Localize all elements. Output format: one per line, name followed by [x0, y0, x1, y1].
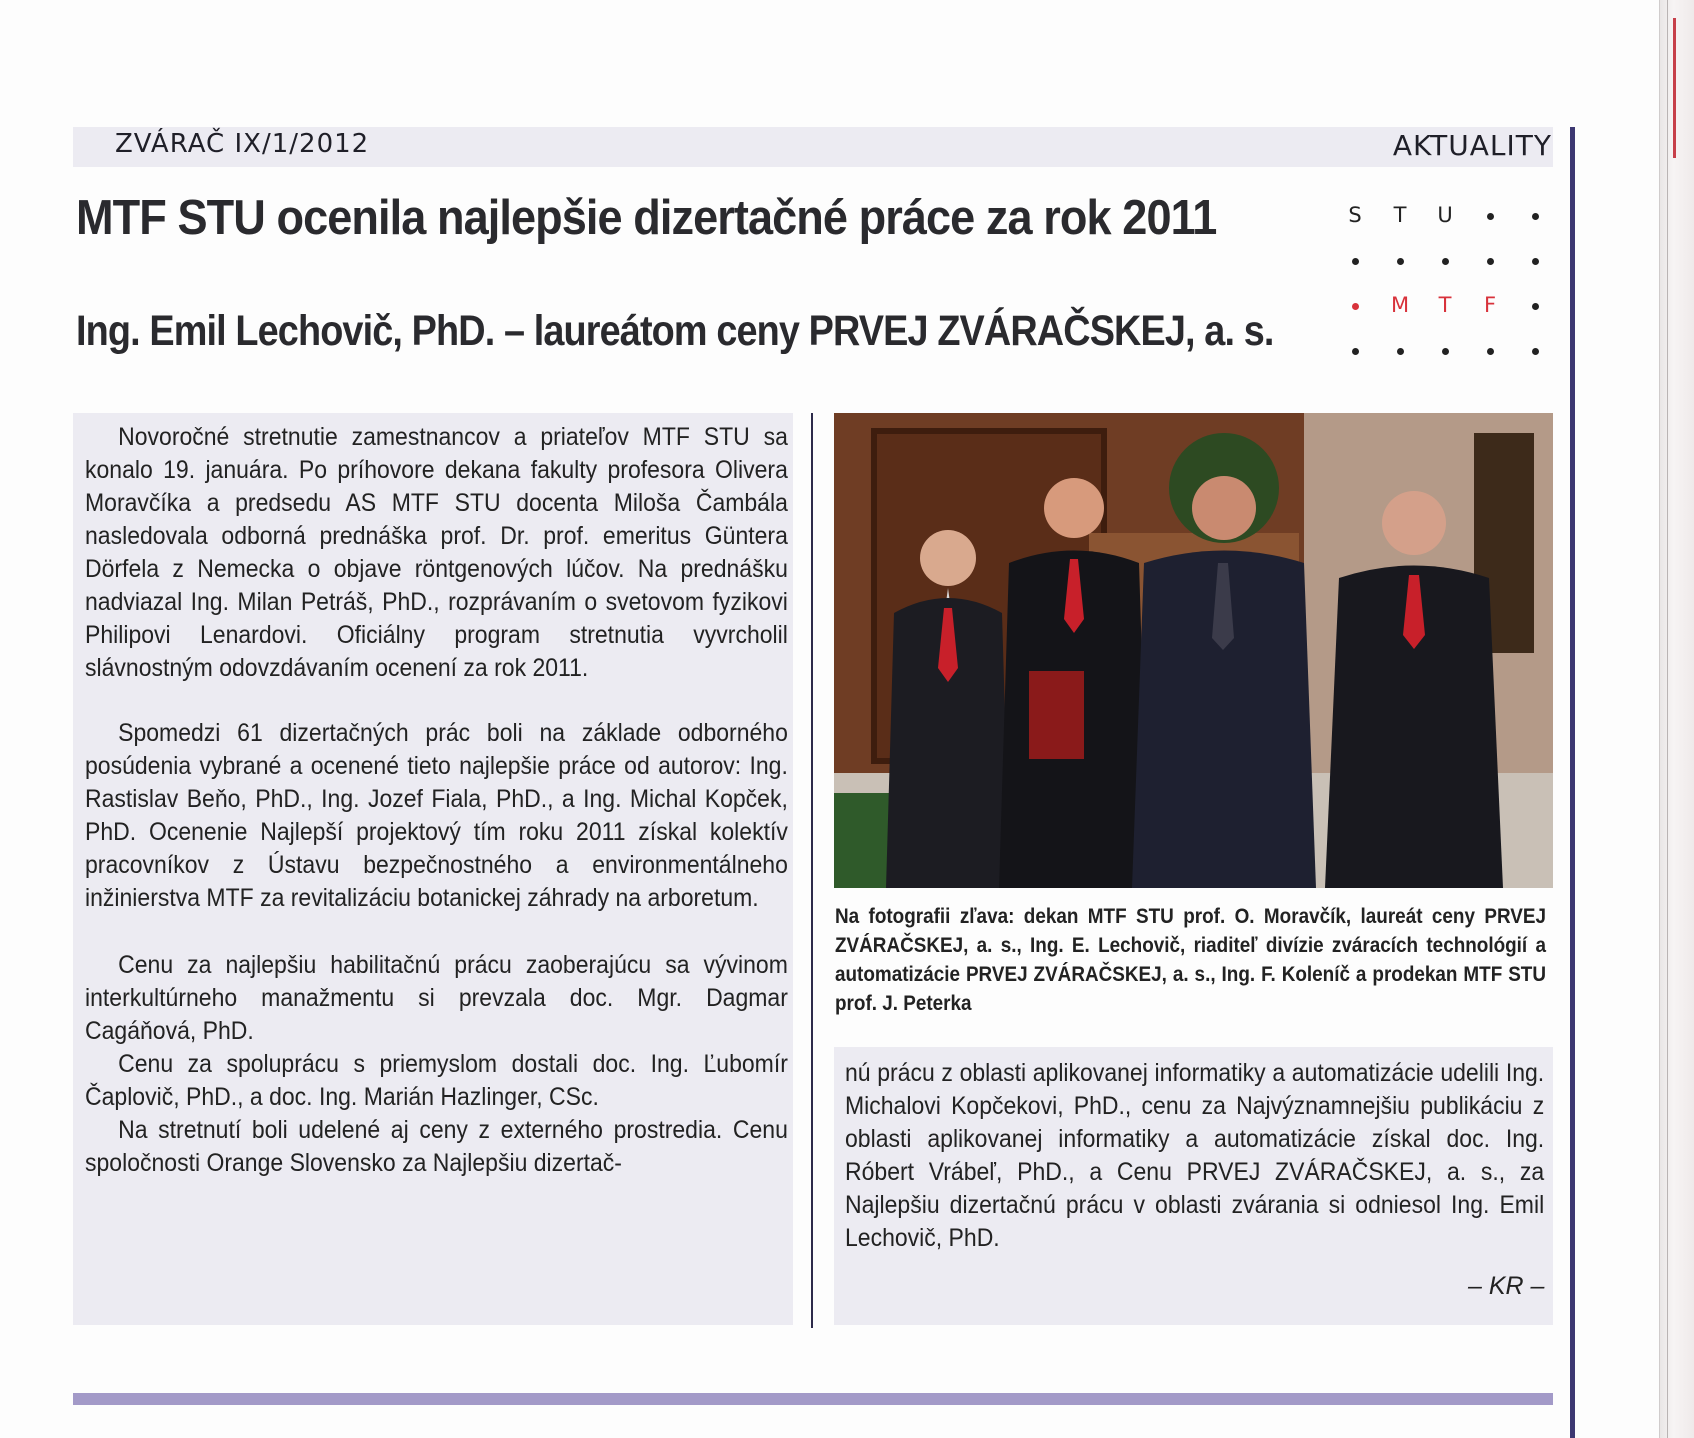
left-column-text: [85, 421, 788, 1180]
paragraph: Cenu za spoluprácu s priemyslom dostali doc. Ing. Ľubomír Čaplovič, PhD., a doc. Ing. Marián Hazlinger, CSc.: [85, 1050, 788, 1111]
article-title: MTF STU ocenila najlepšie dizertačné práce za rok 2011: [76, 191, 1217, 245]
logo-letter-f: F: [1483, 293, 1497, 317]
logo-dot: [1430, 245, 1460, 275]
logo-dot: [1475, 335, 1505, 365]
logo-dot: [1430, 335, 1460, 365]
page-edge-line: [1667, 0, 1668, 1438]
logo-dot: [1340, 335, 1370, 365]
logo-letter-t: T: [1393, 203, 1407, 227]
logo-dot: [1340, 245, 1370, 275]
paragraph: Spomedzi 61 dizertačných prác boli na základe odborného posúdenia vybrané a ocenené tieto najlepšie práce od autorov: Ing. Rastislav Beňo, PhD., Ing. Jozef Fiala, PhD., a Ing. Michal Kopček, PhD. Ocenenie Najlepší projektový tím roku 2011 získal kolektív pracovníkov z Ústavu bezpečnostného a environmentálneho inžinierstva MTF za revitalizáciu botanickej záhrady na arboretum.: [85, 719, 788, 912]
issue-label: ZVÁRAČ IX/1/2012: [115, 129, 370, 159]
section-label: AKTUALITY: [1392, 129, 1552, 162]
logo-dot: [1520, 200, 1550, 230]
photo-illustration: [834, 413, 1553, 888]
logo-dot: [1385, 245, 1415, 275]
logo-dot: [1520, 290, 1550, 320]
right-column-text: [845, 1057, 1544, 1255]
logo-dot: [1385, 335, 1415, 365]
paragraph: nú prácu z oblasti aplikovanej informatiky a automatizácie udelili Ing. Michalovi Kopčekovi, PhD., cenu za Najvýznamnejšiu publikáciu z oblasti aplikovanej informatiky a automatizácie získal doc. Ing. Róbert Vrábeľ, PhD., a Cenu PRVEJ ZVÁRAČSKEJ, a. s., za Najlepšiu dizertačnú prácu v oblasti zvárania si odniesol Ing. Emil Lechovič, PhD.: [845, 1059, 1545, 1252]
column-divider: [811, 413, 813, 1328]
stu-mtf-logo: [1340, 200, 1570, 370]
logo-dot: [1475, 245, 1505, 275]
logo-dot-red: [1340, 290, 1370, 320]
author-signature: – KR –: [1468, 1272, 1545, 1300]
logo-letter-u: U: [1437, 203, 1453, 227]
paragraph: Novoročné stretnutie zamestnancov a priateľov MTF STU sa konalo 19. januára. Po príhovore dekana fakulty profesora Olivera Moravčíka a predsedu AS MTF STU docenta Miloša Čambála nasledovala odborná prednáška prof. Dr. prof. emeritus Güntera Dörfela z Nemecka o objave röntgenových lúčov. Na prednášku nadviazal Ing. Milan Petráš, PhD., rozprávaním o svetovom fyzikovi Philipovi Lenardovi. Oficiálny program stretnutia vyvrcholil slávnostným odovzdávaním ocenení za rok 2011.: [85, 423, 788, 682]
footer-accent-bar: [73, 1393, 1553, 1405]
logo-letter-t2: T: [1438, 293, 1452, 317]
logo-dot: [1475, 200, 1505, 230]
article-subtitle: Ing. Emil Lechovič, PhD. – laureátom ceny PRVEJ ZVÁRAČSKEJ, a. s.: [76, 307, 1274, 355]
logo-letter-s: S: [1348, 203, 1362, 227]
page-edge: [1659, 0, 1694, 1438]
page-edge-red-mark: [1673, 18, 1676, 158]
paragraph: Na stretnutí boli udelené aj ceny z externého prostredia. Cenu spoločnosti Orange Slovensko za Najlepšiu dizertač-: [85, 1116, 788, 1177]
paragraph: Cenu za najlepšiu habilitačnú prácu zaoberajúcu sa vývinom interkultúrneho manažmentu si prevzala doc. Mgr. Dagmar Cagáňová, PhD.: [85, 951, 788, 1045]
logo-dot: [1520, 335, 1550, 365]
right-rule: [1570, 127, 1575, 1438]
logo-dot: [1520, 245, 1550, 275]
photo-caption: Na fotografii zľava: dekan MTF STU prof. O. Moravčík, laureát ceny PRVEJ ZVÁRAČSKEJ, a. s., Ing. E. Lechovič, riaditeľ divízie zváracích technológií a automatizácie PRVEJ ZVÁRAČSKEJ, a. s., Ing. F. Koleníč a prodekan MTF STU prof. J. Peterka: [835, 905, 1546, 1015]
group-photo: [834, 413, 1553, 888]
logo-letter-m: M: [1390, 293, 1410, 317]
